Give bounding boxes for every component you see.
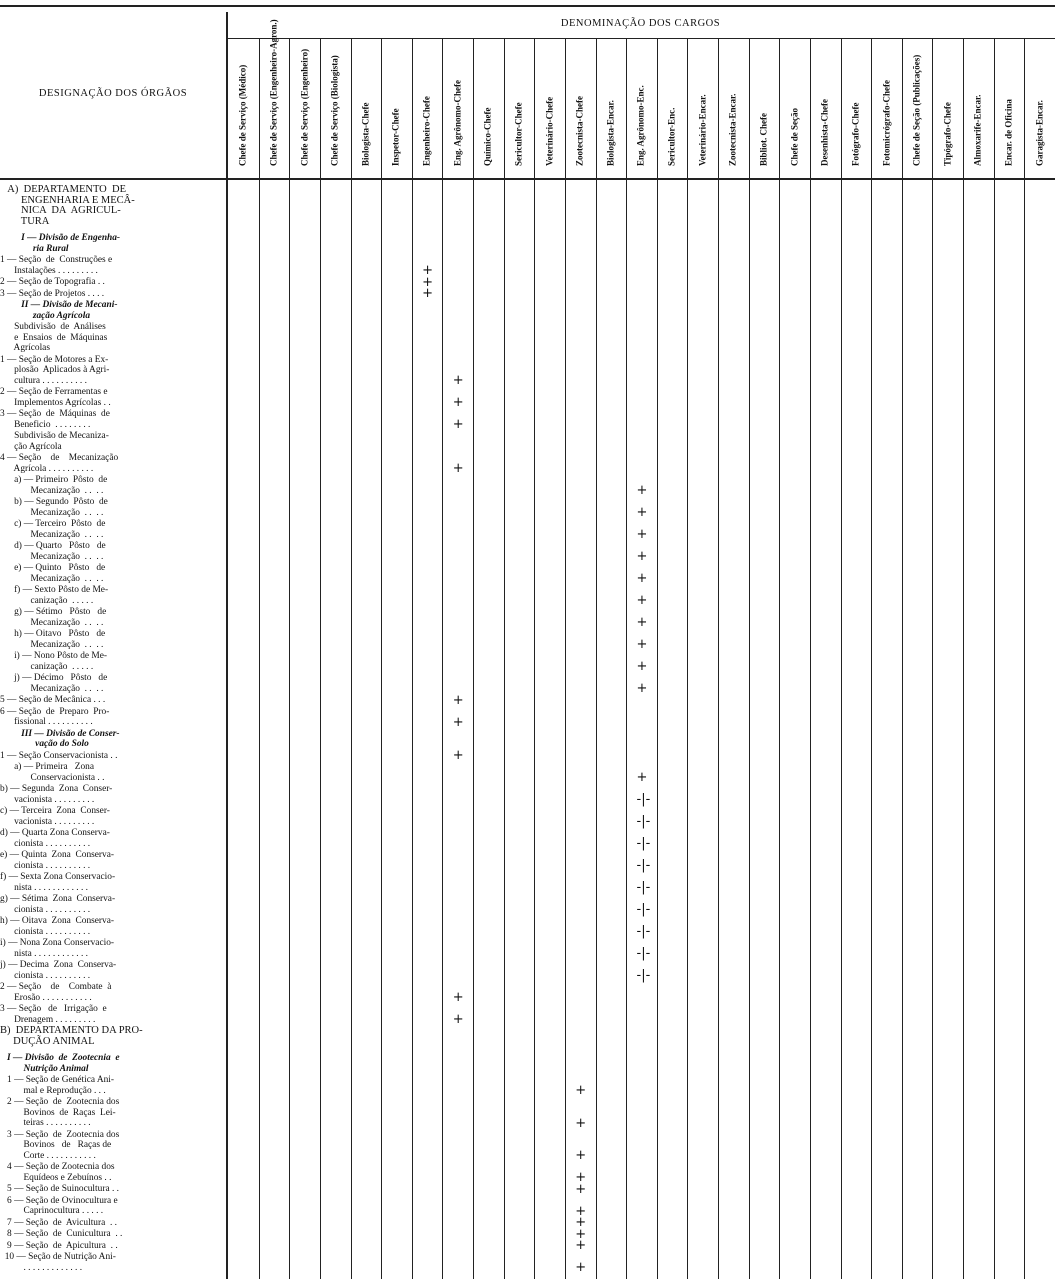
organ-label-line: 5 — Seção de Suinocultura . .	[0, 1184, 119, 1194]
column-rule	[902, 38, 903, 1279]
column-rule	[259, 38, 260, 1279]
column-header	[871, 40, 902, 175]
position-mark: +	[636, 593, 648, 608]
column-header-label: Chefe de Serviço (Engenheiro-Agron.)	[268, 19, 279, 166]
organ-row	[0, 982, 226, 1003]
organ-row	[0, 960, 226, 981]
position-mark: +	[636, 571, 648, 586]
group-header-title: DENOMINAÇÃO DOS CARGOS	[560, 18, 721, 29]
organ-row	[0, 453, 226, 474]
organ-row	[0, 277, 226, 288]
organ-label-line: Conservacionista . .	[0, 772, 105, 783]
organ-label-line: Erosão . . . . . . . . . . .	[0, 992, 92, 1003]
top-rule	[0, 5, 1055, 7]
organ-label-line: i) — Nono Pôsto de Me-	[0, 651, 108, 661]
column-header-label: Chefe de Serviço (Engenheiro)	[299, 48, 310, 166]
organ-label-line: 3 — Seção de Máquinas de	[0, 409, 110, 419]
organ-label-line: cionista . . . . . . . . . .	[0, 860, 91, 871]
position-mark: +	[452, 417, 464, 432]
column-header	[810, 40, 841, 175]
position-mark: +	[452, 395, 464, 410]
organ-label-line: zação Agrícola	[0, 310, 91, 321]
organ-label-line: cionista . . . . . . . . . .	[0, 926, 91, 937]
organ-label-line: 1 — Seção de Genética Ani-	[0, 1075, 115, 1085]
column-rule	[963, 38, 964, 1279]
organ-label-line: Caprinocultura . . . . .	[0, 1206, 104, 1216]
organ-row	[0, 1075, 226, 1096]
organ-row	[0, 651, 226, 672]
organ-label-line: d) — Quarta Zona Conserva-	[0, 828, 110, 838]
organ-label-line: I — Divisão de Zootecnia e	[0, 1053, 120, 1063]
organ-label-line: I — Divisão de Engenha-	[0, 233, 121, 243]
organ-label-line: e) — Quinta Zona Conserva-	[0, 850, 115, 860]
organ-label-line: 2 — Seção de Ferramentas e	[0, 387, 108, 397]
organ-label-line: j) — Decima Zona Conserva-	[0, 960, 117, 970]
organ-row	[0, 1184, 226, 1195]
column-rule	[626, 38, 627, 1279]
position-mark: +	[575, 1238, 587, 1253]
organ-label-line: 5 — Seção de Mecânica . . .	[0, 695, 106, 705]
organ-row	[0, 751, 226, 762]
organ-label-line: Corte . . . . . . . . . . .	[0, 1150, 96, 1161]
column-header	[963, 40, 994, 175]
organ-label-line: 1 — Seção de Construções e	[0, 255, 113, 265]
organ-label-line: Mecanização . . . .	[0, 683, 104, 694]
position-mark: +	[575, 1226, 587, 1242]
organ-label-line: Nutrição Animal	[0, 1063, 89, 1074]
column-header-label: Inspetor-Chefe	[390, 108, 401, 166]
position-mark: +	[452, 748, 464, 763]
position-mark: +	[452, 692, 464, 708]
organ-label-line: vacionista . . . . . . . . .	[0, 816, 95, 827]
position-mark: -|-	[636, 946, 651, 961]
position-mark: +	[452, 373, 464, 388]
organ-label-line: j) — Décimo Pôsto de	[0, 673, 108, 683]
column-rule	[994, 38, 995, 1279]
column-header	[565, 40, 596, 175]
column-header-label: Zootecnista-Chefe	[574, 96, 585, 166]
column-rule	[381, 38, 382, 1279]
organ-label-line: Implementos Agrícolas . .	[0, 397, 111, 408]
column-header-label: Chefe de Seção (Publicações)	[911, 54, 922, 166]
organ-row	[0, 629, 226, 650]
organ-label-line: Drenagem . . . . . . . . .	[0, 1014, 96, 1025]
column-header	[351, 40, 382, 175]
organ-label-line: ENGENHARIA E MECÂ-	[0, 194, 135, 206]
position-mark: +	[452, 461, 464, 476]
organ-label-line: f) — Sexto Pôsto de Me-	[0, 585, 109, 595]
column-header-label: Zootecnista-Encar.	[727, 93, 738, 166]
column-rule	[841, 38, 842, 1279]
division-heading	[0, 300, 226, 321]
column-header-label: Sericultor-Enc.	[666, 107, 677, 166]
organ-label-line: Instalações . . . . . . . . .	[0, 265, 98, 276]
organ-label-line: g) — Sétima Zona Conserva-	[0, 894, 116, 904]
position-mark: +	[452, 1012, 464, 1027]
organ-label-line: Mecanização . . . .	[0, 573, 104, 584]
position-mark: +	[452, 714, 464, 730]
column-header-label: Almoxarife-Encar.	[972, 94, 983, 166]
column-header	[779, 40, 810, 175]
column-rule	[473, 38, 474, 1279]
organ-row	[0, 673, 226, 694]
organ-label-line: III — Divisão de Conser-	[0, 728, 120, 739]
organ-label-line: Agrícolas	[0, 343, 50, 353]
position-mark: -|-	[636, 836, 651, 851]
organ-label-line: a) — Primeiro Pôsto de	[0, 475, 108, 485]
organ-label-line: TURA	[0, 215, 50, 227]
organ-label-line: vacionista . . . . . . . . .	[0, 794, 95, 805]
position-mark: +	[636, 505, 648, 520]
column-header	[381, 40, 412, 175]
organ-label-line: Equídeos e Zebuínos . .	[0, 1172, 112, 1183]
column-header	[994, 40, 1025, 175]
column-rule	[1024, 38, 1025, 1279]
organ-row	[0, 541, 226, 562]
organ-row	[0, 585, 226, 606]
position-mark: +	[575, 1115, 587, 1131]
organ-label-line: d) — Quarto Pôsto de	[0, 541, 106, 551]
organ-label-line: plosão Aplicados à Agri-	[0, 365, 110, 375]
position-mark: +	[422, 263, 433, 278]
column-header-label: Eng. Agrônomo-Chefe	[452, 80, 463, 166]
column-rule	[351, 38, 352, 1279]
organ-label-line: Subdivisão de Mecaniza-	[0, 431, 109, 441]
column-header-label: Químico-Chefe	[482, 107, 493, 166]
column-rule	[871, 38, 872, 1279]
column-header-label: Fotomicrógrafo-Chefe	[881, 80, 892, 166]
organ-label-line: A) DEPARTAMENTO DE	[0, 184, 126, 195]
organ-row	[0, 255, 226, 276]
organ-label-line: nista . . . . . . . . . . . .	[0, 882, 89, 893]
position-mark: +	[636, 615, 648, 630]
organ-label-line: 10 — Seção de Nutrição Ani-	[0, 1252, 116, 1262]
organ-label-line: . . . . . . . . . . . . .	[0, 1262, 83, 1273]
position-mark: +	[636, 681, 648, 696]
column-rule	[596, 38, 597, 1279]
organ-label-line: 1 — Seção de Motores a Ex-	[0, 354, 109, 365]
position-mark: -|-	[636, 880, 651, 895]
position-mark: +	[636, 527, 648, 542]
column-header-label: Tipógrafo-Chefe	[942, 102, 953, 166]
organ-row	[0, 1241, 226, 1252]
column-rule	[749, 38, 750, 1279]
organ-label-line: cionista . . . . . . . . . .	[0, 970, 91, 981]
organ-label-line: 3 — Seção de Irrigação e	[0, 1004, 107, 1014]
organ-row	[0, 1196, 226, 1217]
organ-row	[0, 289, 226, 300]
column-header	[1024, 40, 1055, 175]
organ-label-line: Beneficio . . . . . . . .	[0, 419, 91, 430]
division-heading	[0, 233, 226, 254]
organ-row	[0, 707, 226, 728]
column-header-label: Garagista-Encar.	[1034, 100, 1045, 166]
organ-row	[0, 894, 226, 915]
organ-row	[0, 497, 226, 518]
column-rule	[932, 38, 933, 1279]
position-mark: +	[575, 1170, 587, 1185]
column-rule	[534, 38, 535, 1279]
organ-label-line: Mecanização . . . .	[0, 617, 104, 628]
column-header	[596, 40, 627, 175]
organ-label-line: 1 — Seção Conservacionista . .	[0, 750, 118, 761]
column-header-label: Veterinário-Chefe	[544, 96, 555, 166]
organ-label-line: vação do Solo	[0, 739, 89, 749]
position-mark: +	[636, 659, 648, 674]
column-rule	[442, 38, 443, 1279]
organ-label-line: mal e Reprodução . . .	[0, 1085, 106, 1096]
organ-label-line: II — Divisão de Mecani-	[0, 300, 118, 310]
position-mark: +	[636, 637, 648, 652]
column-header	[657, 40, 688, 175]
column-header-label: Eng. Agrônomo-Enc.	[635, 85, 646, 166]
column-rule	[320, 38, 321, 1279]
column-header	[320, 40, 351, 175]
organ-row	[0, 387, 226, 408]
column-header-label: Chefe de Serviço (Biologista)	[329, 55, 340, 166]
position-mark: -|-	[636, 902, 651, 917]
column-rule	[810, 38, 811, 1279]
column-header	[718, 40, 749, 175]
label-column-divider	[226, 12, 228, 1279]
column-rule	[565, 38, 566, 1279]
organ-row	[0, 1252, 226, 1273]
column-header	[504, 40, 535, 175]
column-header-label: Chefe de Seção	[789, 108, 800, 166]
organ-label-line: c) — Terceira Zona Conser-	[0, 806, 110, 816]
organ-row	[0, 850, 226, 871]
column-header	[902, 40, 933, 175]
organ-label-line: e) — Quinto Pôsto de	[0, 563, 106, 573]
organ-label-line: b) — Segundo Pôsto de	[0, 497, 108, 507]
organ-row	[0, 938, 226, 959]
position-mark: +	[575, 1203, 587, 1219]
position-mark: +	[636, 483, 648, 498]
position-mark: +	[636, 770, 648, 785]
organ-label-line: canização . . . . .	[0, 595, 94, 606]
position-mark: +	[575, 1083, 587, 1098]
organ-row	[0, 784, 226, 805]
organ-label-line: b) — Segunda Zona Conser-	[0, 784, 113, 794]
organ-label-line: canização . . . . .	[0, 661, 94, 672]
column-rule	[412, 38, 413, 1279]
organ-label-line: Mecanização . . . .	[0, 507, 104, 518]
position-mark: -|-	[636, 924, 651, 939]
column-header-label: Veterinário-Encar.	[697, 94, 708, 166]
organ-label-line: a) — Primeira Zona	[0, 762, 94, 772]
organ-label-line: teiras . . . . . . . . . .	[0, 1118, 91, 1128]
organ-label-line: 6 — Seção de Preparo Pro-	[0, 706, 110, 717]
organ-row	[0, 322, 226, 354]
organ-label-line: 2 — Seção de Combate à	[0, 982, 112, 992]
organ-row	[0, 806, 226, 827]
division-heading	[0, 729, 226, 750]
organ-label-line: Subdivisão de Análises	[0, 322, 106, 332]
column-header-label: Chefe de Serviço (Médico)	[237, 64, 248, 166]
organ-label-line: 9 — Seção de Apicultura . .	[0, 1240, 118, 1251]
organ-row	[0, 1162, 226, 1183]
organ-label-line: 4 — Seção de Zootecnia dos	[0, 1162, 115, 1172]
column-header	[289, 40, 320, 175]
organ-label-line: c) — Terceiro Pôsto de	[0, 519, 106, 529]
header-bottom-rule	[0, 178, 1055, 180]
column-header-label: Bibliot. Chefe	[758, 113, 769, 166]
organ-label-line: 6 — Seção de Ovinocultura e	[0, 1195, 118, 1206]
column-header-label: Biologista-Chefe	[360, 102, 371, 166]
position-mark: +	[575, 1181, 587, 1197]
organ-label-line: 8 — Seção de Cunicultura . .	[0, 1229, 123, 1239]
organ-label-line: Mecanização . . . .	[0, 485, 104, 496]
position-mark: -|-	[636, 792, 651, 807]
organ-label-line: ção Agrícola	[0, 441, 62, 452]
organ-row	[0, 1218, 226, 1229]
position-mark: -|-	[636, 968, 651, 983]
column-header-label: Fotógrafo-Chefe	[850, 102, 861, 166]
organ-label-line: Mecanização . . . .	[0, 529, 104, 540]
column-header	[687, 40, 718, 175]
column-header	[841, 40, 872, 175]
organ-label-line: DUÇÃO ANIMAL	[0, 1035, 95, 1047]
position-mark: +	[422, 274, 433, 290]
column-header	[442, 40, 473, 175]
organ-label-line: h) — Oitavo Pôsto de	[0, 629, 106, 639]
organ-row	[0, 475, 226, 496]
organ-label-line: nista . . . . . . . . . . . .	[0, 948, 89, 959]
organ-row	[0, 1130, 226, 1162]
organ-row	[0, 355, 226, 387]
organ-label-line: cionista . . . . . . . . . .	[0, 838, 91, 849]
organ-label-line: cultura . . . . . . . . . .	[0, 375, 87, 386]
position-mark: +	[452, 990, 464, 1005]
column-header-label: Encar. de Oficina	[1003, 99, 1014, 166]
organ-row	[0, 828, 226, 849]
organ-label-line: fissional . . . . . . . . . .	[0, 717, 93, 727]
organ-row	[0, 1097, 226, 1129]
column-rule	[289, 38, 290, 1279]
column-header-label: Biologista-Encar.	[605, 100, 616, 166]
organ-label-line: 7 — Seção de Avicultura . .	[0, 1217, 117, 1228]
organ-row	[0, 916, 226, 937]
organ-label-line: Agrícola . . . . . . . . . .	[0, 463, 94, 474]
organ-label-line: f) — Sexta Zona Conservacio-	[0, 872, 116, 882]
column-header-label: Engenheiro-Chefe	[421, 96, 432, 166]
organ-label-line: Bovinos de Raças Lei-	[0, 1107, 116, 1118]
organ-row	[0, 762, 226, 783]
position-mark: -|-	[636, 814, 651, 829]
column-header	[932, 40, 963, 175]
position-mark: +	[636, 549, 648, 564]
organ-label-line: 4 — Seção de Mecanização	[0, 453, 119, 463]
column-rule	[687, 38, 688, 1279]
organ-row	[0, 607, 226, 628]
column-rule	[718, 38, 719, 1279]
organ-label-line: B) DEPARTAMENTO DA PRO-	[0, 1025, 143, 1036]
organ-label-line: 3 — Seção de Projetos . . . .	[0, 288, 105, 299]
organ-row	[0, 409, 226, 430]
column-header-label: Desenhista-Chefe	[819, 99, 830, 166]
organ-label-line: e Ensaios de Máquinas	[0, 332, 108, 343]
organ-row	[0, 563, 226, 584]
position-mark: +	[575, 1148, 587, 1163]
department-heading	[0, 1026, 226, 1047]
organ-label-line: cionista . . . . . . . . . .	[0, 904, 91, 915]
organ-label-line: i) — Nona Zona Conservacio-	[0, 938, 115, 948]
column-rule	[657, 38, 658, 1279]
position-mark: +	[575, 1215, 587, 1230]
position-mark: -|-	[636, 858, 651, 873]
position-mark: +	[575, 1260, 587, 1275]
column-header	[412, 40, 443, 175]
organ-row	[0, 431, 226, 452]
organ-label-line: Mecanização . . . .	[0, 639, 104, 650]
column-header	[749, 40, 780, 175]
column-header	[259, 19, 290, 175]
column-header	[473, 40, 504, 175]
organ-label-line: Mecanização . . . .	[0, 551, 104, 562]
column-rule	[504, 38, 505, 1279]
organ-label-line: 2 — Seção de Topografia . .	[0, 277, 105, 287]
left-header-title: DESIGNAÇÃO DOS ÓRGÃOS	[38, 88, 188, 99]
column-header-label: Sericultor-Chefe	[513, 102, 524, 166]
organ-row	[0, 519, 226, 540]
organ-label-line: g) — Sétimo Pôsto de	[0, 607, 107, 617]
organ-row	[0, 872, 226, 893]
organ-row	[0, 1004, 226, 1025]
organ-label-line: ria Rural	[0, 243, 69, 254]
organ-label-line: 3 — Seção de Zootecnia dos	[0, 1129, 120, 1140]
division-heading	[0, 1053, 226, 1074]
organ-row	[0, 695, 226, 706]
column-header	[626, 40, 657, 175]
organ-label-line: 2 — Seção de Zootecnia dos	[0, 1097, 120, 1107]
column-rule	[779, 38, 780, 1279]
department-heading	[0, 185, 226, 227]
column-header	[534, 40, 565, 175]
organ-row	[0, 1229, 226, 1240]
column-header	[228, 40, 259, 175]
organ-label-line: NICA DA AGRICUL-	[0, 205, 121, 216]
organ-label-line: Bovinos de Raças de	[0, 1140, 112, 1150]
organ-label-line: h) — Oitava Zona Conserva-	[0, 916, 115, 926]
position-mark: +	[422, 286, 433, 301]
